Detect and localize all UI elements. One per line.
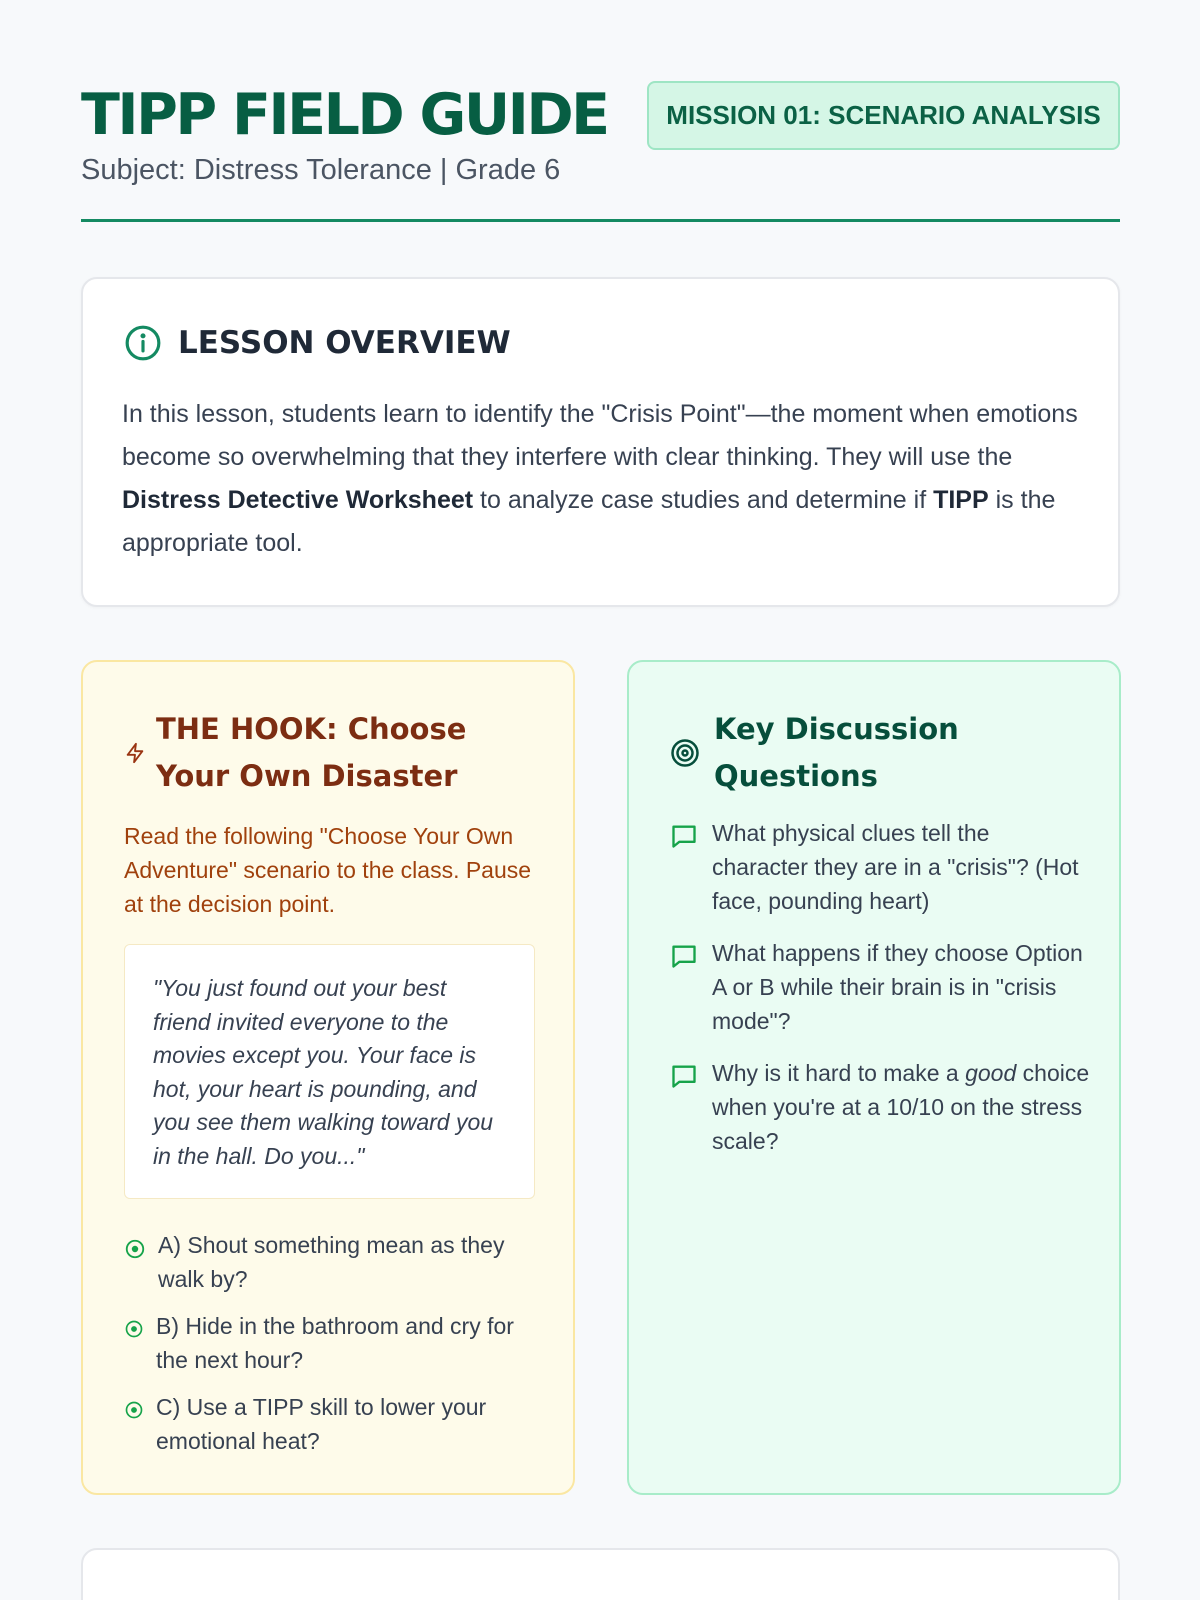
speech-bubble-icon [670,942,698,970]
field-guide-page [81,0,1120,1454]
overview-text-part: In this lesson, students learn to identify the "Crisis Point"—the moment when emotions become so overwhelming that they interfere with clear thinking. They will use the [122,400,1078,471]
question-1: What physical clues tell the character they are in a "crisis"? (Hot face, pounding heart) [712,820,1079,914]
question-3-emphasis: good [965,1060,1017,1086]
worksheet-name: Distress Detective Worksheet [122,486,474,514]
page-title: TIPP FIELD GUIDE [81,82,608,148]
lesson-overview-title: LESSON OVERVIEW [178,325,511,361]
question-3-text: Why is it hard to make a [712,1060,966,1086]
discussion-title: Key Discussion Questions [714,712,959,793]
target-icon [670,738,700,768]
target-small-icon [124,1319,144,1339]
list-item [670,936,1090,1038]
speech-bubble-icon [670,1062,698,1090]
discussion-header [670,706,1014,800]
target-small-icon [124,1400,144,1420]
list-item [670,816,1090,918]
list-item [670,1056,1090,1158]
question-3 [712,1056,1090,1158]
hook-title: THE HOOK: Choose Your Own Disaster [156,712,467,793]
hook-card [81,660,575,1495]
list-item [124,1390,544,1458]
target-small-icon [124,1238,146,1260]
option-a: A) Shout something mean as they walk by? [158,1232,505,1292]
discussion-card [627,660,1121,1495]
lesson-overview-text [122,393,1082,565]
overview-text-part: to analyze case studies and determine if [473,486,934,514]
hook-instructions: Read the following "Choose Your Own Adventure" scenario to the class. Pause at the decision point. [124,823,532,917]
speech-bubble-icon [670,822,698,850]
mission-badge: MISSION 01: SCENARIO ANALYSIS [647,81,1120,150]
lightning-icon [124,741,146,765]
hook-header [124,706,486,800]
lesson-overview-header [124,324,511,362]
info-icon [124,324,162,362]
page-subtitle: Subject: Distress Tolerance | Grade 6 [81,154,561,186]
option-c: C) Use a TIPP skill to lower your emotional heat? [156,1394,487,1454]
discussion-questions [670,816,1090,1176]
list-item [124,1228,544,1296]
page-header [81,0,1120,222]
scenario-quote: "You just found out your best friend invited everyone to the movies except you. Your face is hot, your heart is pounding, and you see them walking toward you in the hall. Do you..." [124,944,535,1199]
overview-text-part: is the appropriate tool. [122,486,1056,557]
list-item [124,1309,544,1377]
tipp-term: TIPP [933,486,989,514]
option-b: B) Hide in the bathroom and cry for the next hour? [156,1313,514,1373]
scenario-options [124,1228,544,1471]
question-3-text: choice when you're at a 10/10 on the stress scale? [712,1060,1090,1154]
next-section-card [81,1548,1120,1600]
question-2: What happens if they choose Option A or B while their brain is in "crisis mode"? [712,940,1083,1034]
